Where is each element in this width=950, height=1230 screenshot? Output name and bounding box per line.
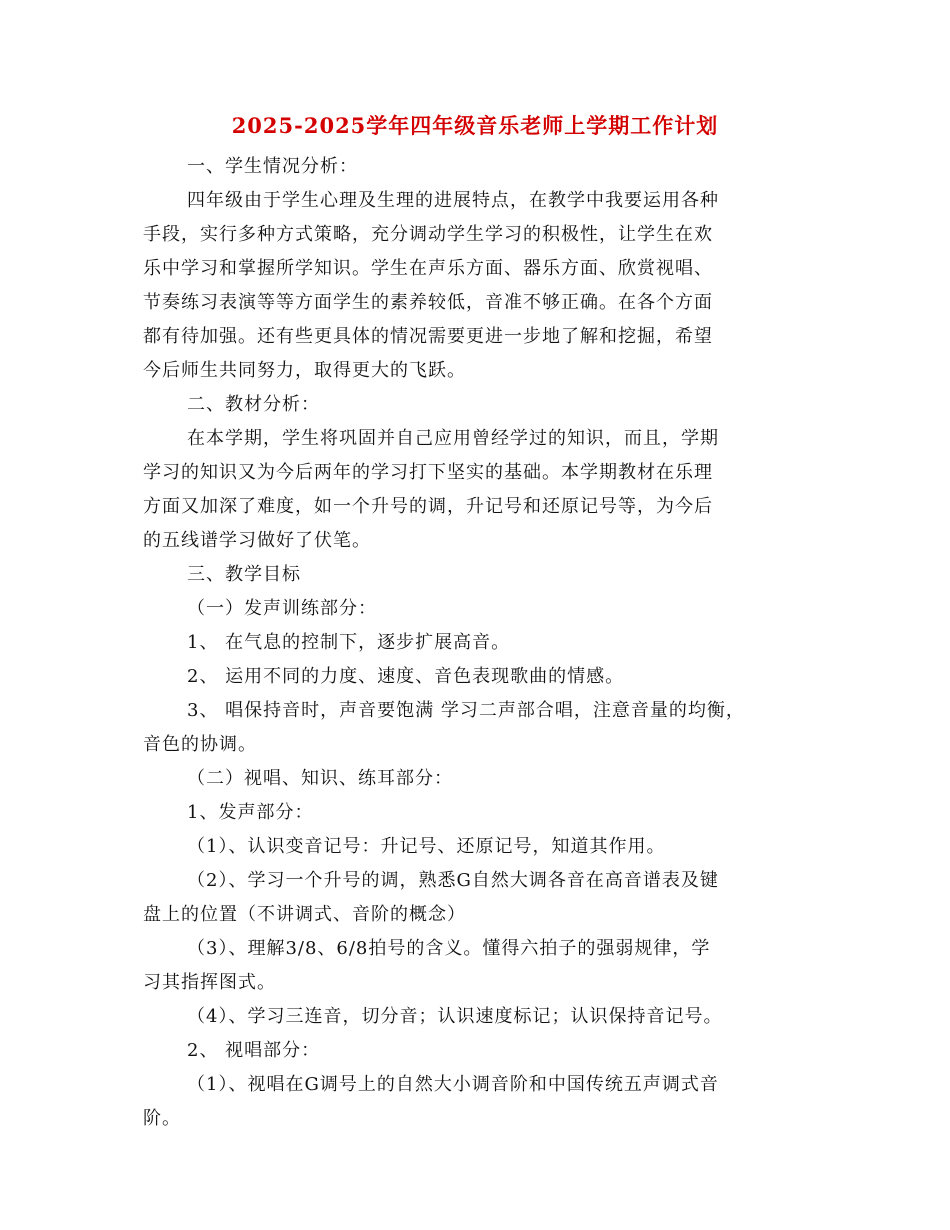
body-line: （1）、视唱在G调号上的自然大小调音阶和中国传统五声调式音 [187, 1074, 719, 1095]
body-line: 阶。 [143, 1108, 181, 1129]
body-line: 一、学生情况分析： [187, 156, 358, 177]
document-title: 2025-2025学年四年级音乐老师上学期工作计划 [231, 113, 719, 138]
body-line: （4）、学习三连音，切分音；认识速度标记；认识保持音记号。 [187, 1006, 723, 1027]
body-line: 在本学期，学生将巩固并自己应用曾经学过的知识，而且，学期 [187, 428, 719, 449]
body-line: 今后师生共同努力，取得更大的飞跃。 [143, 360, 466, 381]
body-line: 节奏练习表演等等方面学生的素养较低，音准不够正确。在各个方面 [143, 292, 713, 313]
body-line: 四年级由于学生心理及生理的进展特点，在教学中我要运用各种 [187, 190, 719, 211]
body-line: 盘上的位置（不讲调式、音阶的概念） [143, 904, 466, 925]
body-line: 方面又加深了难度，如一个升号的调，升记号和还原记号等，为今后 [143, 496, 713, 517]
body-line: 都有待加强。还有些更具体的情况需要更进一步地了解和挖掘，希望 [143, 326, 713, 347]
body-line: （2）、学习一个升号的调，熟悉G自然大调各音在高音谱表及键 [187, 870, 719, 891]
body-line: 二、教材分析： [187, 394, 320, 415]
body-line: 的五线谱学习做好了伏笔。 [143, 530, 371, 551]
body-line: 习其指挥图式。 [143, 972, 276, 993]
body-line: 3、 唱保持音时，声音要饱满 学习二声部合唱，注意音量的均衡， [187, 700, 745, 721]
body-line: 学习的知识又为今后两年的学习打下坚实的基础。本学期教材在乐理 [143, 462, 713, 483]
body-line: （1）、认识变音记号：升记号、还原记号，知道其作用。 [187, 836, 666, 857]
body-line: （一）发声训练部分： [187, 598, 377, 619]
body-line: 1、 在气息的控制下，逐步扩展高音。 [187, 632, 511, 653]
body-line: 手段，实行多种方式策略，充分调动学生学习的积极性，让学生在欢 [143, 224, 713, 245]
body-line: 2、 视唱部分： [187, 1040, 321, 1061]
body-line: （二）视唱、知识、练耳部分： [187, 768, 453, 789]
body-line: 乐中学习和掌握所学知识。学生在声乐方面、器乐方面、欣赏视唱、 [143, 258, 713, 279]
body-line: （3）、理解3/8、6/8拍号的含义。懂得六拍子的强弱规律，学 [187, 938, 711, 959]
body-line: 2、 运用不同的力度、速度、音色表现歌曲的情感。 [187, 666, 625, 687]
document-body [143, 150, 808, 1136]
body-line: 1、发声部分： [187, 802, 314, 823]
body-line: 三、教学目标 [187, 564, 301, 585]
body-line: 音色的协调。 [143, 734, 257, 755]
